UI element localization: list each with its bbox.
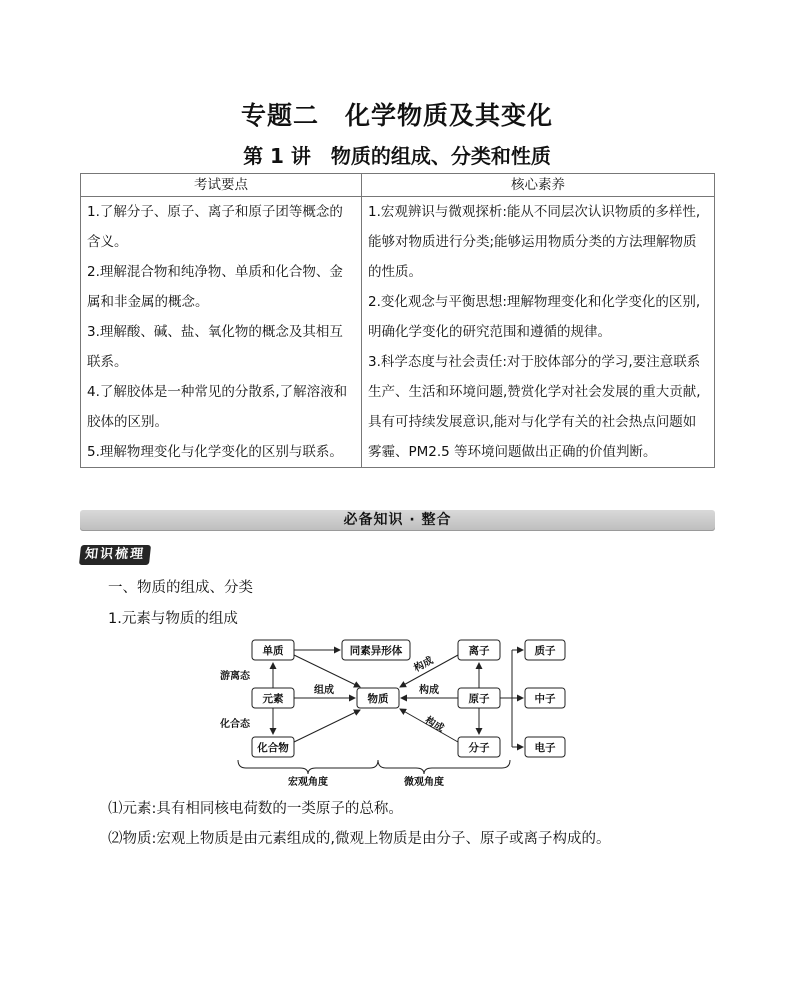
exam-point: 3.理解酸、碱、盐、氧化物的概念及其相互联系。 bbox=[87, 324, 343, 370]
literacy-point: 1.宏观辨识与微观探析:能从不同层次认识物质的多样性,能够对物质进行分类;能够运用物质分类的方法理解物质的性质。 bbox=[368, 204, 701, 280]
node-zhizi: 质子 bbox=[534, 645, 556, 657]
point-substance: ⑵物质:宏观上物质是由元素组成的,微观上物质是由分子、原子或离子构成的。 bbox=[108, 831, 611, 847]
node-yuanzi: 原子 bbox=[468, 693, 490, 705]
node-huahewu: 化合物 bbox=[257, 742, 289, 754]
node-dianzi: 电子 bbox=[534, 742, 556, 754]
lesson-title: 第 1 讲 物质的组成、分类和性质 bbox=[243, 144, 551, 168]
label-goucheng-top: 构成 bbox=[412, 655, 436, 675]
node-zhongzi: 中子 bbox=[534, 693, 556, 705]
label-youli: 游离态 bbox=[220, 671, 250, 682]
label-goucheng-bot: 构成 bbox=[422, 715, 446, 735]
exam-point: 1.了解分子、原子、离子和原子团等概念的含义。 bbox=[87, 204, 343, 250]
header-exam-points: 考试要点 bbox=[81, 174, 362, 197]
label-huahe: 化合态 bbox=[220, 719, 250, 730]
literacy-point: 3.科学态度与社会责任:对于胶体部分的学习,要注意联系生产、生活和环境问题,赞赏化学对社会发展的重大贡献,具有可持续发展意识,能对与化学有关的社会热点问题如雾霾、PM2.5 等环境问题做出正确的价值判断。 bbox=[368, 354, 701, 460]
label-zucheng: 组成 bbox=[314, 685, 334, 696]
node-wuzhi: 物质 bbox=[367, 693, 389, 705]
header-core-literacy: 核心素养 bbox=[362, 174, 715, 197]
requirements-table bbox=[80, 173, 715, 468]
node-lizi: 离子 bbox=[468, 645, 490, 657]
exam-point: 5.理解物理变化与化学变化的区别与联系。 bbox=[87, 444, 343, 460]
section-heading: 一、物质的组成、分类 bbox=[108, 580, 253, 596]
node-yuansu: 元素 bbox=[262, 693, 284, 705]
exam-point: 4.了解胶体是一种常见的分散系,了解溶液和胶体的区别。 bbox=[87, 384, 348, 430]
core-literacy-cell bbox=[362, 197, 715, 468]
macro-brace bbox=[238, 760, 378, 774]
exam-points-cell bbox=[81, 197, 362, 468]
node-danzhi: 单质 bbox=[262, 645, 284, 657]
label-macro: 宏观角度 bbox=[288, 777, 328, 788]
point-element: ⑴元素:具有相同核电荷数的一类原子的总称。 bbox=[108, 801, 403, 817]
literacy-point: 2.变化观念与平衡思想:理解物理变化和化学变化的区别,明确化学变化的研究范围和遵循的规律。 bbox=[368, 294, 701, 340]
topic-title: 专题二 化学物质及其变化 bbox=[240, 101, 553, 130]
composition-diagram bbox=[220, 628, 590, 788]
knowledge-badge: 知识梳理 bbox=[79, 545, 151, 565]
arrow bbox=[294, 710, 360, 742]
exam-point: 2.理解混合物和纯净物、单质和化合物、金属和非金属的概念。 bbox=[87, 264, 343, 310]
label-goucheng-mid: 构成 bbox=[419, 685, 439, 696]
section-banner: 必备知识 · 整合 bbox=[80, 510, 715, 531]
node-fenzi: 分子 bbox=[468, 742, 490, 754]
subsection-heading: 1.元素与物质的组成 bbox=[108, 611, 238, 627]
label-micro: 微观角度 bbox=[404, 777, 444, 788]
micro-brace bbox=[378, 760, 510, 774]
node-tongsu: 同素异形体 bbox=[349, 645, 403, 657]
